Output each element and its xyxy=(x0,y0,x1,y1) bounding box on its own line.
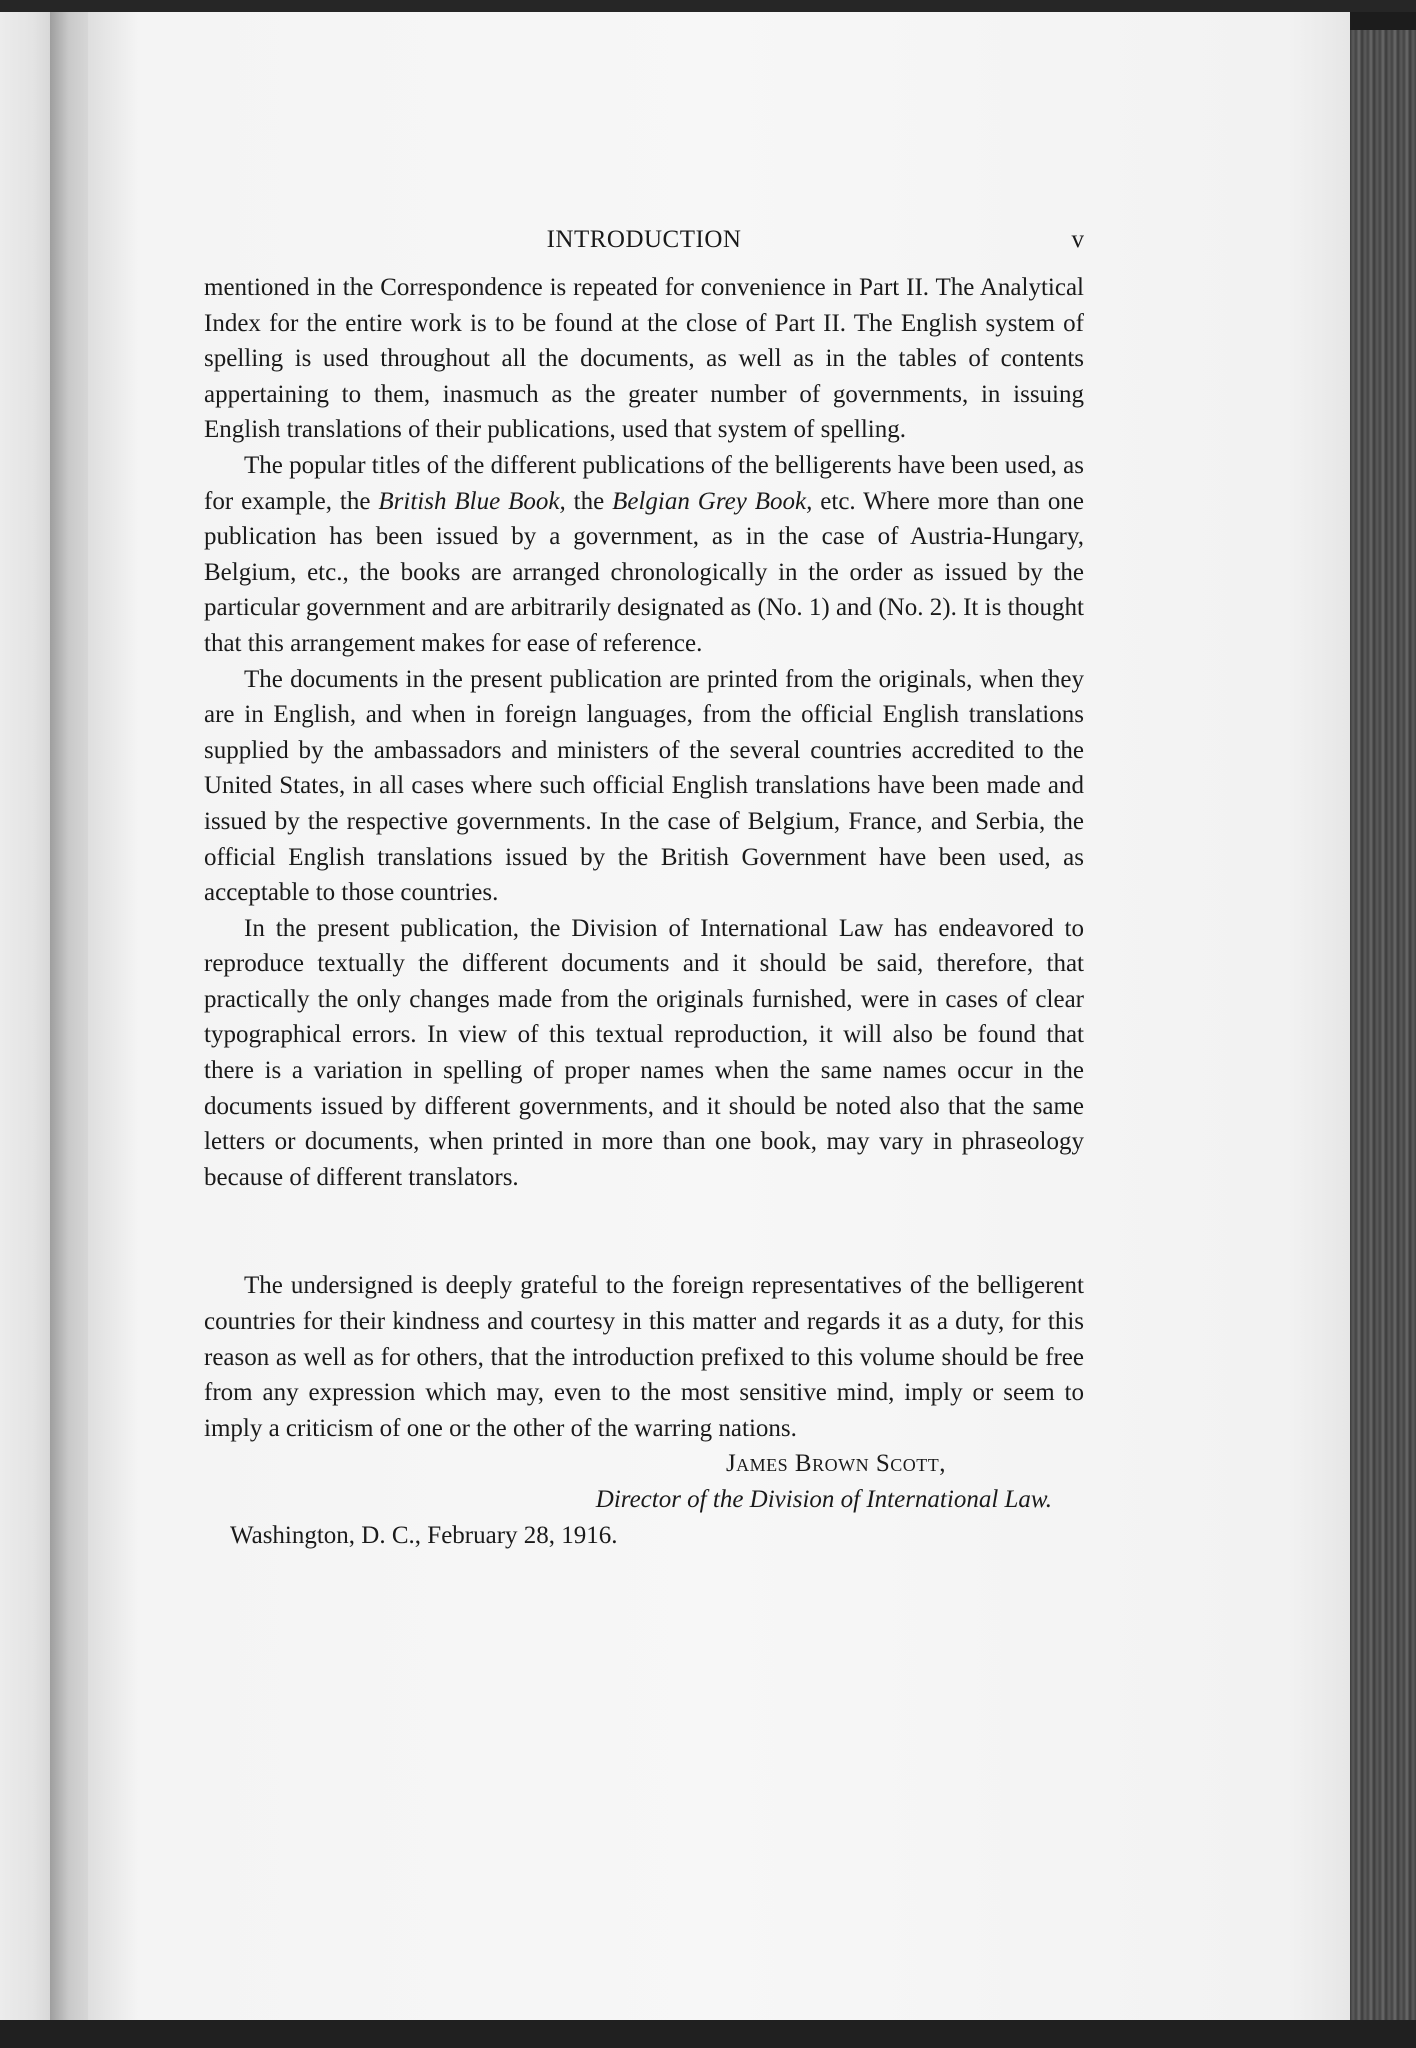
scan-top-border xyxy=(0,0,1416,12)
page-number: v xyxy=(1071,226,1084,253)
paragraph-popular-titles xyxy=(204,448,1084,662)
paragraph-text: the xyxy=(565,487,613,515)
section-gap xyxy=(204,1195,1084,1268)
page-text-block xyxy=(204,222,1084,1553)
paragraph-text: The popular titles of the different publications of the belligerents have been used, as for example, the xyxy=(204,451,1084,515)
signature-name: James Brown Scott, xyxy=(725,1450,946,1478)
dateline: Washington, D. C., February 28, 1916. xyxy=(230,1521,618,1549)
paragraph-documents-origin: The documents in the present publication are printed from the originals, when they are in English, and when in foreign languages, from the official English translations supplied by the ambassadors and ministers of the several countries accredited to the United States, in all cases where such official English translations have been made and issued by the respective governments. In the case of Belgium, France, and Serbia, the official English translations issued by the British Government have been used, as acceptable to those countries. xyxy=(204,665,1084,907)
signature-title: Director of the Division of International Law. xyxy=(595,1486,1052,1513)
italic-title-belgian-grey-book: Belgian Grey Book, xyxy=(612,487,813,515)
paragraph-text: etc. Where more than one publication has been issued by a government, as in the case of Austria-Hungary, Belgium, etc., the books are arranged chronologically in the order as issued by the particular government and are arbitrarily designated as (No. 1) and (No. 2). It is thought that this arrangement makes for ease of reference. xyxy=(204,487,1084,657)
running-head-title: INTRODUCTION xyxy=(546,226,742,253)
book-gutter xyxy=(50,10,92,2030)
scan-bottom-border xyxy=(0,2020,1416,2048)
paragraph-textual-reproduction: In the present publication, the Division of International Law has endeavored to reproduce textually the different documents and it should be said, therefore, that practically the only changes made from the originals furnished, were in cases of clear typographical errors. In view of this textual reproduction, it will also be found that there is a variation in spelling of proper names when the same names occur in the documents issued by different governments, and it should be noted also that the same letters or documents, when printed in more than one book, may vary in phraseology because of different translators. xyxy=(204,914,1084,1191)
book-page-edges xyxy=(1350,30,1416,2020)
paragraph-acknowledgement: The undersigned is deeply grateful to the foreign representatives of the belligerent countries for their kindness and courtesy in this matter and regards it as a duty, for this reason as well as for others, that the introduction prefixed to this volume should be free from any expression which may, even to the most sensitive mind, imply or seem to imply a criticism of one or the other of the warring nations. xyxy=(204,1272,1084,1442)
paragraph-continuation: mentioned in the Correspondence is repeated for convenience in Part II. The Analytical Index for the entire work is to be found at the close of Part II. The English system of spelling is used throughout all the documents, as well as in the tables of contents appertaining to them, inasmuch as the greater number of governments, in issuing English translations of their publications, used that system of spelling. xyxy=(204,274,1084,444)
running-head xyxy=(204,222,1084,262)
italic-title-british-blue-book: British Blue Book, xyxy=(378,487,566,515)
